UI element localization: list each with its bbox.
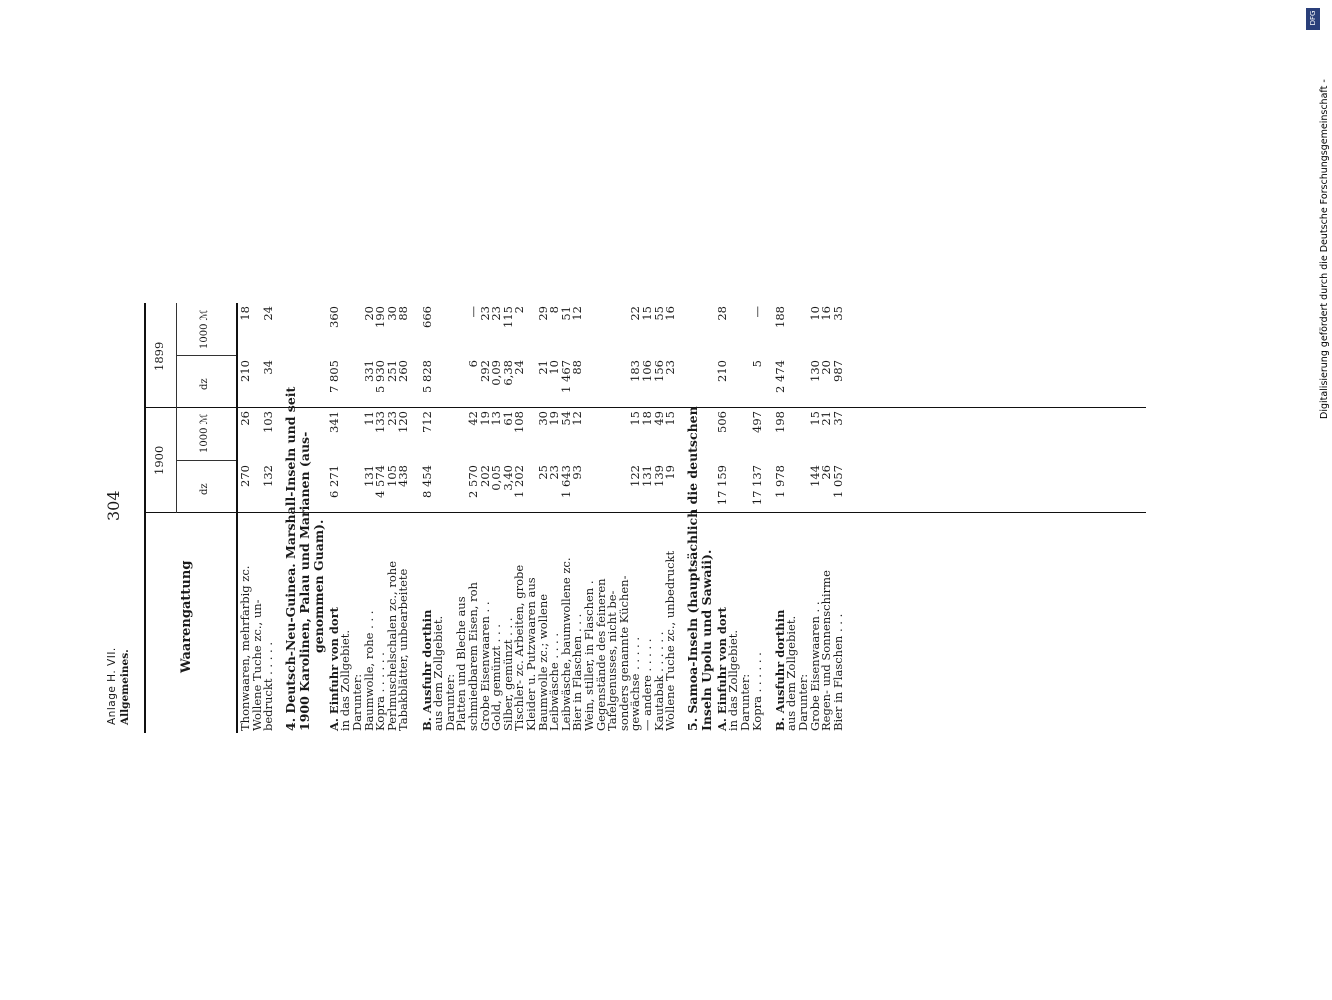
dfg-logo: DFG [1306, 8, 1320, 30]
value-mark-1900: 13 [489, 411, 504, 426]
row-label: Perlmuschelschalen zc., rohe [384, 561, 399, 731]
value-mark-1900: 54 [558, 411, 573, 426]
value-dz-1900: 132 [261, 465, 276, 487]
col-divider-goods [144, 512, 236, 513]
value-mark-1900: 26 [238, 411, 252, 426]
value-mark-1899: 10 [807, 306, 822, 321]
value-mark-1900: 15 [663, 411, 678, 426]
row-label: Bier in Flaschen . . . [830, 613, 845, 731]
table-row [263, 303, 275, 733]
value-dz-1899: 260 [396, 360, 411, 382]
row-label: Baumwolle zc.; wollene [535, 593, 550, 731]
table-header [144, 303, 236, 733]
value-dz-1900: 122 [628, 465, 643, 487]
value-mark-1899: 35 [830, 306, 845, 321]
row-label: gewächse . . . . . [628, 637, 643, 731]
row-label: Leibwäsche . . . . [547, 633, 562, 731]
value-mark-1899: 28 [714, 306, 729, 321]
row-label: in das Zollgebiet. [726, 629, 741, 731]
row-label: Kopra . . . . . . [749, 652, 764, 731]
value-mark-1900: 497 [749, 411, 764, 433]
value-mark-1899: 22 [628, 306, 643, 321]
value-mark-1899: — [466, 306, 480, 318]
value-dz-1900: 270 [238, 465, 252, 487]
col-goods-heading: Waarengattung [179, 560, 194, 673]
value-dz-1900: 23 [547, 465, 562, 480]
value-mark-1900: 23 [384, 411, 399, 426]
table-row [830, 303, 845, 733]
row-label: Darunter: [442, 673, 457, 731]
table-row [728, 303, 740, 733]
value-mark-1899: — [749, 306, 764, 318]
value-dz-1900: 144 [807, 465, 822, 487]
col-divider-1900 [176, 460, 236, 461]
value-dz-1899: 23 [663, 360, 678, 375]
value-dz-1900: 17 159 [714, 465, 729, 506]
value-mark-1899: 18 [238, 306, 252, 321]
row-label: Kautabak . . . . . . [651, 631, 666, 731]
value-mark-1900: 198 [772, 411, 787, 433]
value-dz-1899: 130 [807, 360, 822, 382]
value-mark-1900: 108 [512, 411, 527, 433]
table-row [665, 303, 677, 733]
value-dz-1899: 7 805 [326, 360, 341, 393]
value-mark-1899: 29 [535, 306, 550, 321]
row-label: Grobe Eisenwaaren . . [477, 601, 492, 731]
value-dz-1900: 131 [640, 465, 654, 487]
value-mark-1899: 8 [547, 306, 562, 314]
row-label: A. Einfuhr von dort [326, 607, 341, 731]
value-dz-1899: 5 [749, 360, 764, 368]
value-mark-1900: 49 [651, 411, 666, 426]
row-label: Wein, stiller, in Flaschen . [582, 580, 596, 731]
dfg-credit [1304, 34, 1330, 419]
value-mark-1899: 30 [384, 306, 399, 321]
row-label: Leibwäsche, baumwollene zc. [558, 557, 573, 731]
value-mark-1900: 30 [535, 411, 550, 426]
value-mark-1899: 360 [326, 306, 341, 328]
row-label: bedruckt . . . . . [261, 641, 276, 731]
value-dz-1900: 3,40 [500, 465, 515, 491]
year-1899-heading: 1899 [152, 341, 166, 371]
row-label: Bier in Flaschen . . . [570, 613, 585, 731]
value-dz-1899: 24 [512, 360, 527, 375]
value-dz-1899: 251 [384, 360, 399, 382]
value-mark-1900: 42 [466, 411, 480, 426]
value-dz-1900: 105 [384, 465, 399, 487]
row-label: B. Ausfuhr dorthin [772, 609, 787, 731]
row-label: — andere . . . . . [640, 638, 654, 731]
value-dz-1900: 1 643 [558, 465, 573, 498]
row-label: Tabakblätter, unbearbeitete [396, 568, 411, 731]
row-label: Kleider u. Putzwaaren aus [524, 577, 538, 731]
row-label: Gegenstände des feineren [593, 578, 608, 731]
row-label: Darunter: [350, 673, 364, 731]
value-dz-1900: 1 978 [772, 465, 787, 498]
value-dz-1900: 19 [663, 465, 678, 480]
value-dz-1900: 25 [535, 465, 550, 480]
row-label: Darunter: [796, 673, 810, 731]
value-dz-1900: 4 574 [373, 465, 388, 498]
value-dz-1900: 202 [477, 465, 492, 487]
value-dz-1900: 1 057 [830, 465, 845, 498]
value-mark-1900: 712 [419, 411, 434, 433]
value-mark-1900: 11 [361, 411, 376, 426]
value-dz-1899: 5 828 [419, 360, 434, 393]
value-dz-1900: 0,05 [489, 465, 504, 491]
value-dz-1899: 1 467 [558, 360, 573, 393]
value-mark-1900: 120 [396, 411, 411, 433]
row-label: Silber, gemünzt . . . [500, 617, 515, 731]
row-label: Platten und Bleche aus [454, 596, 469, 731]
value-dz-1899: 2 474 [772, 360, 787, 393]
row-label: Thonwaaren, mehrfarbig zc. [238, 565, 252, 731]
row-label: Tischler- zc. Arbeiten, grobe [512, 564, 527, 731]
section-title-line: 1900 Karolinen, Palau und Marianen (aus- [296, 431, 312, 731]
row-label: Wollene Tuche zc., unbedruckt [663, 550, 678, 731]
value-mark-1900: 15 [807, 411, 822, 426]
col-divider-years [144, 407, 236, 408]
value-dz-1899: 5 930 [373, 360, 388, 393]
section-title-line: Inseln Upolu und Sawaii). [698, 549, 714, 731]
section-title-line: 4. Deutsch-Neu-Guinea. Marshall-Inseln und seit [282, 386, 298, 731]
value-mark-1900: 12 [570, 411, 585, 426]
value-mark-1900: 15 [628, 411, 643, 426]
value-mark-1899: 51 [558, 306, 573, 321]
row-label: Grobe Eisenwaaren . . [807, 601, 822, 731]
row-label: Wollene Tuche zc., un- [249, 599, 264, 731]
value-dz-1900: 26 [819, 465, 834, 480]
value-mark-1899: 115 [500, 306, 515, 328]
value-mark-1899: 666 [419, 306, 434, 328]
value-dz-1899: 34 [261, 360, 276, 375]
value-dz-1899: 106 [640, 360, 654, 382]
top-rule [144, 303, 146, 733]
value-mark-1899: 12 [570, 306, 585, 321]
value-dz-1900: 93 [570, 465, 585, 480]
dfg-credit-text: Digitalisierung gefördert durch die Deutsche Forschungsgemeinschaft - [1319, 79, 1330, 419]
table-row [398, 303, 410, 733]
col-divider-1899 [176, 355, 236, 356]
row-label: schmiedbarem Eisen, roh [466, 582, 480, 731]
value-mark-1900: 341 [326, 411, 341, 433]
value-dz-1900: 6 271 [326, 465, 341, 498]
value-dz-1899: 210 [714, 360, 729, 382]
value-mark-1900: 103 [261, 411, 276, 433]
value-mark-1899: 16 [819, 306, 834, 321]
annex-header [106, 647, 132, 725]
value-mark-1899: 55 [651, 306, 666, 321]
value-mark-1899: 20 [361, 306, 376, 321]
value-dz-1899: 210 [238, 360, 252, 382]
value-mark-1899: 88 [396, 306, 411, 321]
value-dz-1900: 8 454 [419, 465, 434, 498]
value-mark-1900: 37 [830, 411, 845, 426]
annex-subtitle: Allgemeines. [119, 649, 131, 725]
row-label: A. Einfuhr von dort [714, 607, 729, 731]
value-dz-1899: 183 [628, 360, 643, 382]
unit-value-1899: 1000 ℳ [199, 309, 210, 349]
rotated-page [106, 301, 1146, 733]
value-mark-1900: 133 [373, 411, 388, 433]
value-dz-1900: 139 [651, 465, 666, 487]
value-mark-1900: 61 [500, 411, 515, 426]
row-label: Baumwolle, rohe . . . [361, 610, 376, 731]
value-dz-1899: 0,09 [489, 360, 504, 386]
unit-dz-1900: dz [199, 483, 210, 495]
value-mark-1899: 15 [640, 306, 654, 321]
value-dz-1899: 331 [361, 360, 376, 382]
section-title-line: 5. Samoa-Inseln (hauptsächlich die deutschen [684, 406, 700, 731]
row-label: Kopra . . . . . . [373, 652, 388, 731]
table-row [749, 303, 764, 733]
row-label: B. Ausfuhr dorthin [419, 609, 434, 731]
value-mark-1900: 506 [714, 411, 729, 433]
value-dz-1900: 1 202 [512, 465, 527, 498]
value-dz-1899: 21 [535, 360, 550, 375]
row-label: in das Zollgebiet. [338, 629, 353, 731]
row-label: Darunter: [738, 673, 752, 731]
unit-dz-1899: dz [199, 378, 210, 390]
value-dz-1899: 156 [651, 360, 666, 382]
year-unit-rule [176, 303, 177, 513]
value-mark-1899: 188 [772, 306, 787, 328]
value-dz-1899: 987 [830, 360, 845, 382]
value-mark-1900: 19 [547, 411, 562, 426]
value-dz-1900: 2 570 [466, 465, 480, 498]
section-title-line: genommen Guam). [310, 519, 326, 653]
value-mark-1899: 23 [477, 306, 492, 321]
value-dz-1899: 88 [570, 360, 585, 375]
table-row [340, 303, 352, 733]
unit-value-1900: 1000 ℳ [199, 413, 210, 453]
value-dz-1900: 438 [396, 465, 411, 487]
row-label: Regen- und Sonnenschirme [819, 570, 834, 731]
row-label: aus dem Zollgebiet. [784, 615, 799, 731]
value-dz-1900: 131 [361, 465, 376, 487]
value-mark-1899: 2 [512, 306, 527, 314]
row-label: sonders genannte Küchen- [616, 575, 631, 731]
page-number: 304 [104, 490, 123, 521]
value-mark-1900: 19 [477, 411, 492, 426]
value-mark-1900: 21 [819, 411, 834, 426]
value-mark-1900: 18 [640, 411, 654, 426]
row-label: Gold, gemünzt . . . [489, 624, 504, 731]
value-dz-1899: 292 [477, 360, 492, 382]
row-label: Tafelgenusses, nicht be- [605, 590, 620, 731]
table-row [786, 303, 798, 733]
value-dz-1899: 6 [466, 360, 480, 368]
value-mark-1899: 23 [489, 306, 504, 321]
value-dz-1899: 6,38 [500, 360, 515, 386]
row-label: aus dem Zollgebiet. [431, 615, 446, 731]
value-dz-1899: 10 [547, 360, 562, 375]
value-mark-1899: 190 [373, 306, 388, 328]
annex-reference: Anlage H. VII. [106, 647, 118, 725]
value-dz-1900: 17 137 [749, 465, 764, 506]
value-dz-1899: 20 [819, 360, 834, 375]
year-1900-heading: 1900 [152, 445, 166, 475]
value-mark-1899: 24 [261, 306, 276, 321]
value-mark-1899: 16 [663, 306, 678, 321]
table-row [433, 303, 445, 733]
